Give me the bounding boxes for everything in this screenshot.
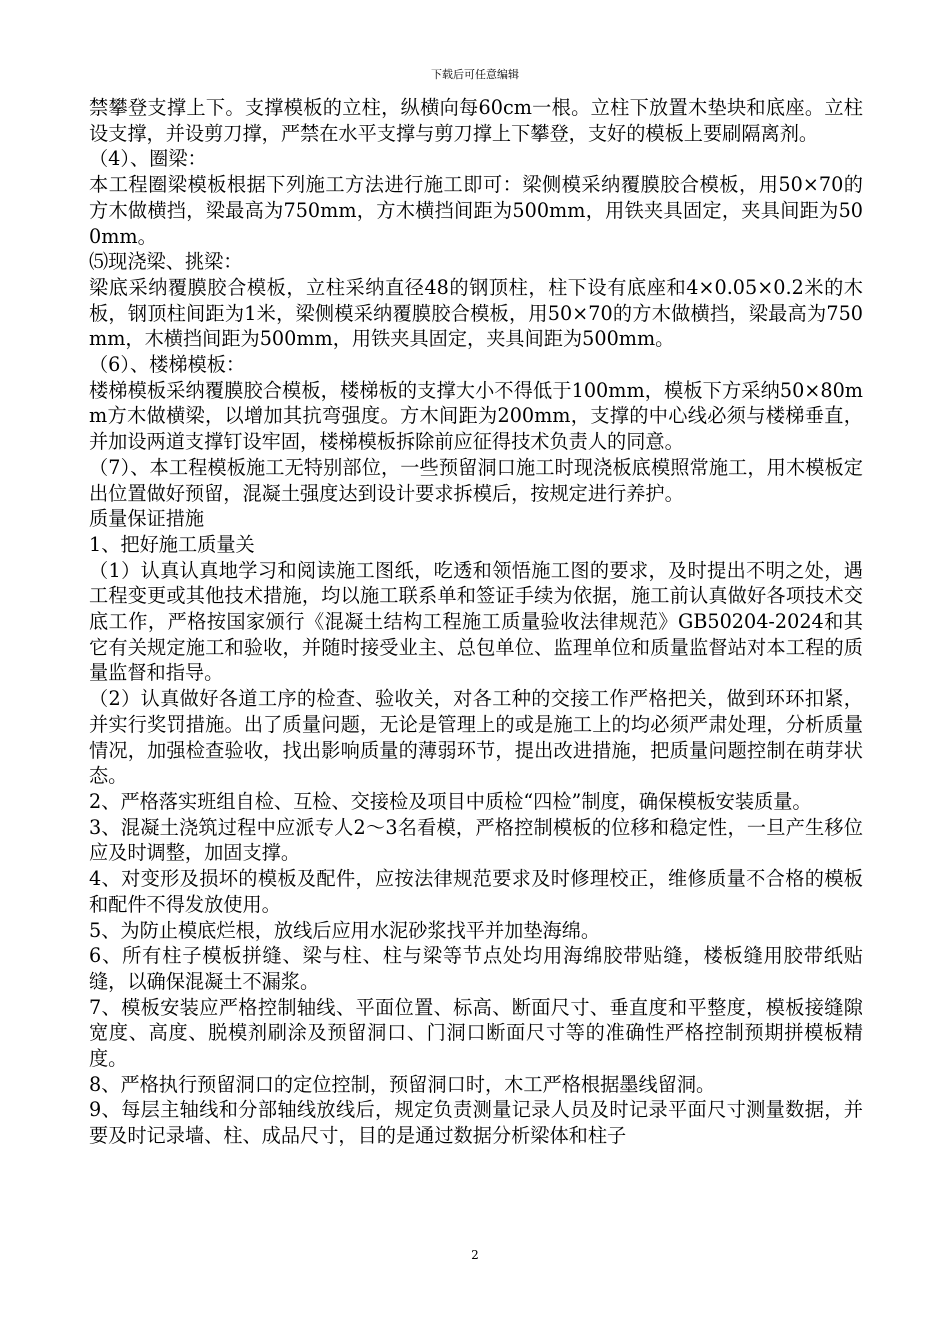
heading-cast-beam: ⑸现浇梁、挑梁： [89, 250, 243, 274]
list-item-5: 5、为防止模底烂根，放线后应用水泥砂浆找平并加垫海绵。 [89, 918, 601, 942]
paragraph-quality-item-2: （2）认真做好各道工序的检查、验收关，对各工种的交接工作严格把关，做到环环扣紧，并实行奖罚措施。出了质量问题，无论是管理上的或是施工上的均必须严肃处理，分析质量情况，加强检查验收，找出影响质量的薄弱环节，提出改进措施，把质量问题控制在萌芽状态。 [89, 687, 863, 788]
list-item-7: 7、模板安装应严格控制轴线、平面位置、标高、断面尺寸、垂直度和平整度，模板接缝隙宽度、高度、脱模剂刷涂及预留洞口、门洞口断面尺寸等的准确性严格控制预期拼模板精度。 [89, 995, 863, 1071]
paragraph-quality-item-1: （1）认真认真地学习和阅读施工图纸，吃透和领悟施工图的要求，及时提出不明之处，遇工程变更或其他技术措施，均以施工联系单和签证手续为依据，施工前认真做好各项技术交底工作，严格按国家颁行《混凝土结构工程施工质量验收法律规范》GB50204-2024和其它有关规定施工和验收，并随时接受业主、总包单位、监理单位和质量监督站对本工程的质量监督和指导。 [89, 558, 863, 685]
paragraph-cast-beam: 梁底采纳覆膜胶合模板，立柱采纳直径48的钢顶柱，柱下设有底座和4×0.05×0.2米的木板，钢顶柱间距为1米，梁侧模采纳覆膜胶合模板，用50×70的方木做横挡，梁最高为750mm，木横挡间距为500mm，用铁夹具固定，夹具间距为500mm。 [89, 275, 863, 351]
heading-quality-control: 1、把好施工质量关 [89, 532, 255, 556]
paragraph-ring-beam: 本工程圈梁模板根据下列施工方法进行施工即可：梁侧模采纳覆膜胶合模板，用50×70的方木做横挡，梁最高为750mm，方木横挡间距为500mm，用铁夹具固定，夹具间距为500mm。 [89, 173, 863, 248]
list-item-3: 3、混凝土浇筑过程中应派专人2～3名看模，严格控制模板的位移和稳定性，一旦产生移位应及时调整，加固支撑。 [89, 815, 863, 865]
page-header: 下载后可任意编辑 [431, 68, 519, 81]
paragraph-special-parts: （7）、本工程模板施工无特别部位，一些预留洞口施工时现浇板底模照常施工，用木模板定出位置做好预留，混凝土强度达到设计要求拆模后，按规定进行养护。 [89, 455, 863, 505]
heading-ring-beam: （4）、圈梁： [89, 147, 207, 171]
list-item-6: 6、所有柱子模板拼缝、梁与柱、柱与梁等节点处均用海绵胶带贴缝，楼板缝用胶带纸贴缝，以确保混凝土不漏浆。 [89, 944, 863, 993]
document-body [89, 95, 863, 1149]
list-item-9: 9、每层主轴线和分部轴线放线后，规定负责测量记录人员及时记录平面尺寸测量数据，并要及时记录墙、柱、成品尺寸，目的是通过数据分析梁体和柱子 [89, 1098, 863, 1148]
list-item-8: 8、严格执行预留洞口的定位控制，预留洞口时，木工严格根据墨线留洞。 [89, 1072, 716, 1096]
list-item-2: 2、严格落实班组自检、互检、交接检及项目中质检“四检”制度，确保模板安装质量。 [89, 789, 812, 813]
paragraph-stair-formwork: 楼梯模板采纳覆膜胶合模板，楼梯板的支撑大小不得低于100mm，模板下方采纳50×80mm方木做横梁，以增加其抗弯强度。方木间距为200mm，支撑的中心线必须与楼梯垂直，并加设两道支撑钉设牢固，楼梯模板拆除前应征得技术负责人的同意。 [89, 378, 863, 454]
paragraph-support-continuation: 禁攀登支撑上下。支撑模板的立柱，纵横向每60cm一根。立柱下放置木垫块和底座。立柱设支撑，并设剪刀撑，严禁在水平支撑与剪刀撑上下攀登，支好的模板上要刷隔离剂。 [89, 96, 863, 145]
heading-stair-formwork: （6）、楼梯模板： [89, 353, 246, 377]
page-number: 2 [471, 1248, 479, 1262]
list-item-4: 4、对变形及损坏的模板及配件，应按法律规范要求及时修理校正，维修质量不合格的模板和配件不得发放使用。 [89, 867, 863, 916]
heading-quality-measures: 质量保证措施 [89, 507, 205, 531]
